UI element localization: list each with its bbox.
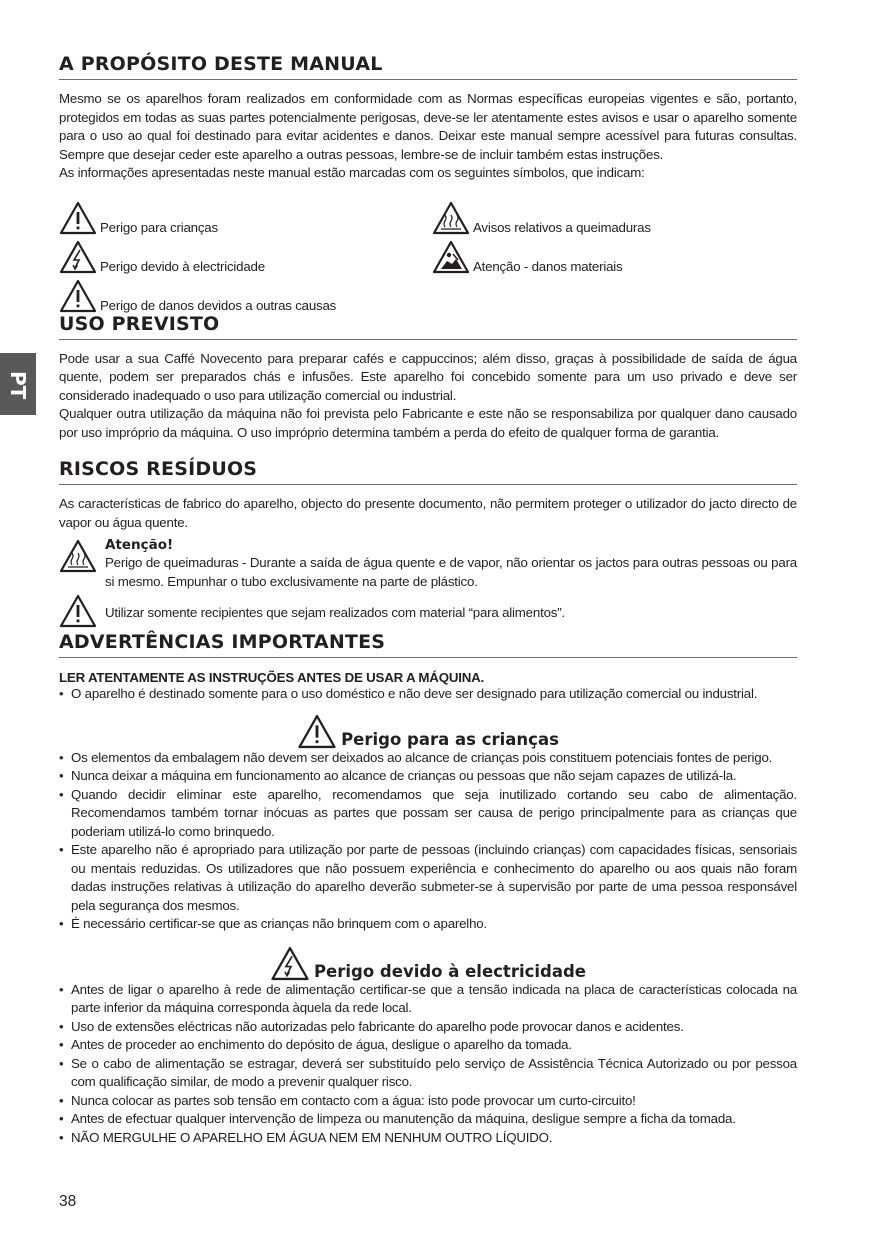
language-tab [0,353,36,415]
hot-surface-icon [59,539,97,573]
symbol-children-label: Perigo para crianças [100,219,218,235]
warning-title: Atenção! [105,537,174,553]
symbol-electricity-label: Perigo devido à electricidade [100,258,265,274]
symbol-other-label: Perigo de danos devidos a outras causas [100,297,337,313]
symbol-burns [432,201,651,235]
burn-warning [59,536,797,591]
bullet-item: • Antes de proceder ao enchimento do depósito de água, desligue o aparelho da tomada. [59,1036,797,1055]
children-danger-heading [59,714,797,749]
children-bullet-list [59,749,797,934]
children-danger-heading-text: Perigo para as crianças [341,729,559,749]
bullet-item: • Nunca colocar as partes sob tensão em contacto com a água: isto pode provocar um curto-circuito! [59,1092,797,1111]
symbol-material-label: Atenção - danos materiais [473,258,623,274]
electric-danger-heading [59,946,797,981]
symbol-electricity [59,240,265,274]
intro-bullet-list [59,685,797,704]
section-title-about-manual: A PROPÓSITO DESTE MANUAL [59,52,797,80]
bullet-item: • Se o cabo de alimentação se estragar, deverá ser substituído pelo serviço de Assistência Técnica Autorizado ou por pessoa com qualificação similar, de modo a prevenir qualquer risco. [59,1055,797,1092]
bullet-item: • É necessário certificar-se que as crianças não brinquem com o aparelho. [59,915,797,934]
read-instructions-caps: LER ATENTAMENTE AS INSTRUÇÕES ANTES DE USAR A MÁQUINA. [59,670,485,685]
section-title-important-warnings: ADVERTÊNCIAS IMPORTANTES [59,630,797,658]
section-title-residual-risks: RISCOS RESÍDUOS [59,457,797,485]
bullet-item: • NÃO MERGULHE O APARELHO EM ÁGUA NEM EM NENHUM OUTRO LÍQUIDO. [59,1129,797,1148]
symbol-material [432,240,622,274]
bullet-item: • Os elementos da embalagem não devem ser deixados ao alcance de crianças pois constituem potenciais fontes de perigo. [59,749,797,768]
manual-page [59,52,797,1147]
warning-triangle-icon [297,714,337,749]
warning-triangle-icon [59,279,97,313]
electric-hazard-icon [59,240,97,274]
warning-text: Perigo de queimaduras - Durante a saída de água quente e de vapor, não orientar os jactos para outras pessoas ou para si mesmo. Empunhar o tubo exclusivamente na parte de plástico. [105,555,797,589]
intended-use-text-2: Qualquer outra utilização da máquina não foi prevista pelo Fabricante e este não se responsabiliza por qualquer dano causado por uso impróprio da máquina. O uso impróprio determina também a perda do efeito de qualquer forma de garantia. [59,406,797,440]
residual-risks-text: As características de fabrico do aparelho, objecto do presente documento, não permitem proteger o utilizador do jacto directo de vapor ou água quente. [59,496,797,530]
intended-use-text: Pode usar a sua Caffé Novecento para preparar cafés e cappuccinos; além disso, graças à possibilidade de saída de água quente, podem ser preparados chás e infusões. Este aparelho foi concebido somente para um uso privado e deve ser considerado inadequado o uso para utilização comercial ou industrial. [59,350,797,403]
symbol-children [59,201,218,235]
hot-surface-icon [432,201,470,235]
bullet-item: • Quando decidir eliminar este aparelho, recomendamos que seja inutilizado cortando seu cabo de alimentação. Recomendamos também tornar inócuas as partes que possam ser causa de perigo principalmente para as crianças que poderiam utilizá-lo como brinquedo. [59,786,797,842]
about-manual-symbols-intro: As informações apresentadas neste manual estão marcadas com os seguintes símbolos, que indicam: [59,165,645,180]
bullet-item: • Nunca deixar a máquina em funcionamento ao alcance de crianças ou pessoas que não sejam capazes de utilizá-la. [59,767,797,786]
electric-hazard-icon [270,946,310,981]
symbol-other [59,279,336,313]
food-material-text: Utilizar somente recipientes que sejam realizados com material “para alimentos”. [105,604,565,620]
language-tab-label: PT [6,371,30,400]
section-title-intended-use: USO PREVISTO [59,312,797,340]
warning-triangle-icon [59,594,97,628]
food-material-note [59,594,797,628]
bullet-item: • Antes de ligar o aparelho à rede de alimentação certificar-se que a tensão indicada na placa de características colocada na parte inferior da máquina corresponda àquela da rede local. [59,981,797,1018]
symbol-legend [59,195,797,312]
bullet-item: • Antes de efectuar qualquer intervenção de limpeza ou manutenção da máquina, desligue sempre a ficha da tomada. [59,1110,797,1129]
electric-bullet-list [59,981,797,1148]
symbol-burns-label: Avisos relativos a queimaduras [473,219,651,235]
bullet-item: • O aparelho é destinado somente para o uso doméstico e não deve ser designado para utilização comercial ou industrial. [59,685,797,704]
bullet-item: • Uso de extensões eléctricas não autorizadas pelo fabricante do aparelho pode provocar danos e acidentes. [59,1018,797,1037]
about-manual-text: Mesmo se os aparelhos foram realizados em conformidade com as Normas específicas europeias vigentes e são, portanto, protegidos em todas as suas partes potencialmente perigosas, deve-se ler atentamente estes avisos e usar o aparelho somente para o uso ao qual foi destinado para evitar acidentes e danos. Deixar este manual sempre acessível para futuras consultas. Sempre que desejar ceder este aparelho a outras pessoas, lembre-se de incluir também estas instruções. [59,91,797,162]
bullet-item: • Este aparelho não é apropriado para utilização por parte de pessoas (incluindo crianças) com capacidades físicas, sensoriais ou mentais reduzidas. Os utilizadores que não possuem experiência e conhecimento do aparelho ou aos quais não foram dadas instruções relativas à utilização do aparelho deverão submeter-se à supervisão por parte de uma pessoa responsável pela segurança dos mesmos. [59,841,797,915]
electric-danger-heading-text: Perigo devido à electricidade [313,961,587,981]
material-damage-icon [432,240,470,274]
page-number: 38 [59,1193,77,1210]
warning-triangle-icon [59,201,97,235]
